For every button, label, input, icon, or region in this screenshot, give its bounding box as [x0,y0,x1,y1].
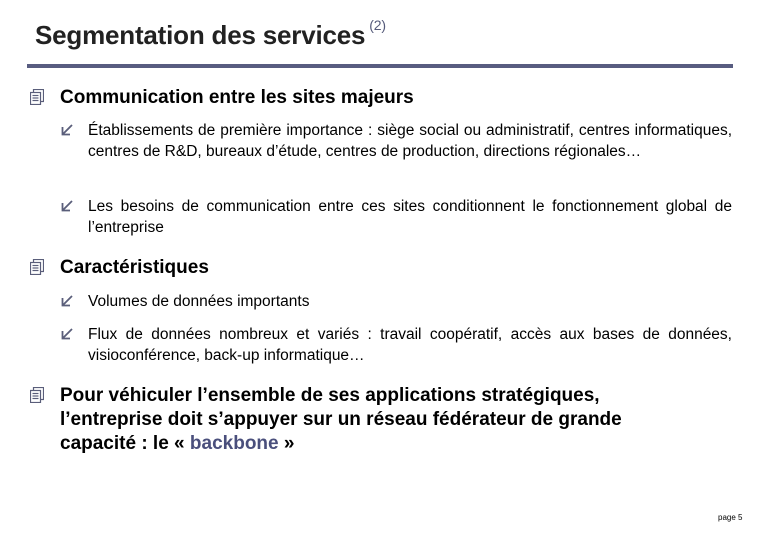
heading-line [60,432,740,456]
document-stack-icon [30,387,44,403]
slide-title-superscript: (2) [369,17,386,34]
arrow-down-left-icon [60,294,74,308]
slide-title [35,17,386,51]
heading-prefix: capacité : le « [60,433,190,454]
list-item-text: Les besoins de communication entre ces sites conditionnent le fonctionnement global de l’entreprise [88,198,732,236]
list-item [60,291,732,312]
list-item-text: Établissements de première importance : siège social ou administratif, centres informatiques, centres de R&D, bureaux d’étude, centres de production, directions régionales… [88,122,732,160]
slide-title-text: Segmentation des services [35,20,366,50]
section-heading: Communication entre les sites majeurs [60,87,414,108]
arrow-down-left-icon [60,199,74,213]
heading-line: l’entreprise doit s’appuyer sur un réseau fédérateur de grande [60,409,622,430]
list-item-text: Volumes de données importants [88,293,310,310]
arrow-down-left-icon [60,123,74,137]
heading-suffix: » [278,433,295,454]
title-divider [27,64,733,68]
section-heading: Caractéristiques [60,257,209,278]
list-item-text: Flux de données nombreux et variés : travail coopératif, accès aux bases de données, visioconférence, back-up informatique… [88,326,732,364]
arrow-down-left-icon [60,327,74,341]
page-number: page 5 [718,513,743,522]
heading-line: Pour véhiculer l’ensemble de ses applications stratégiques, [60,385,600,406]
document-stack-icon [30,259,44,275]
backbone-term: backbone [189,433,279,454]
list-item [60,120,732,162]
list-item [60,324,732,366]
section-heading [60,384,740,456]
list-item [60,196,732,238]
document-stack-icon [30,89,44,105]
